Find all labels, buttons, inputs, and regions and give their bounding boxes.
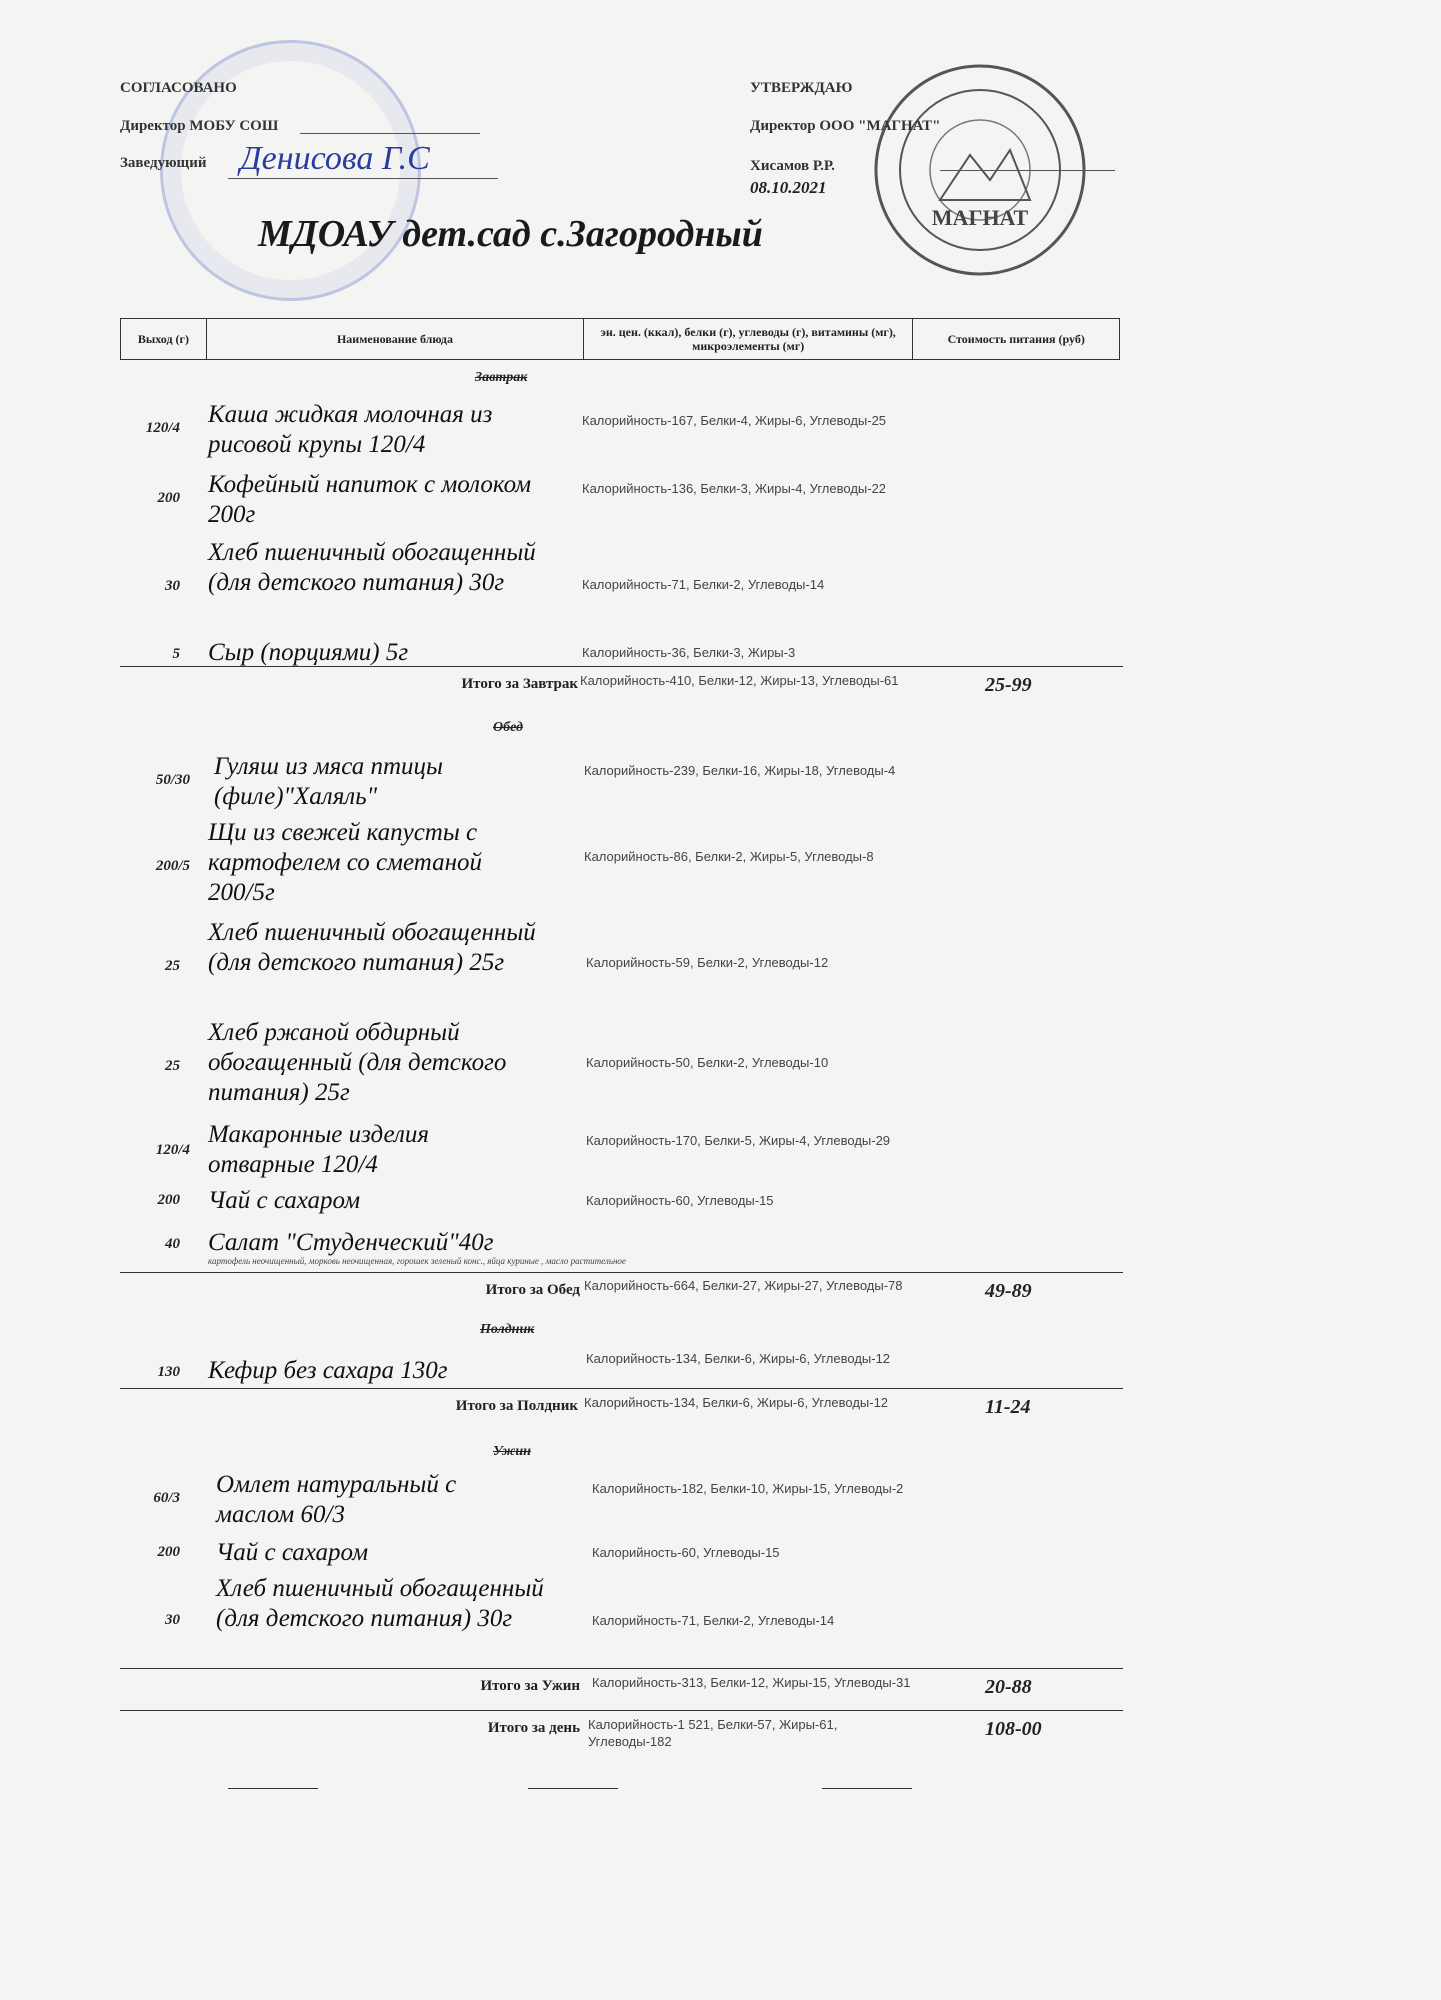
total-label-breakfast: Итого за Завтрак [461, 676, 578, 692]
director-name: Хисамов Р.Р. [750, 158, 835, 174]
page-title: МДОАУ дет.сад с.Загородный [258, 213, 763, 255]
item-name: Чай с сахаром [216, 1539, 369, 1566]
item-nutrition: Калорийность-134, Белки-6, Жиры-6, Углеводы-12 [586, 1351, 891, 1366]
item-name: Макаронные изделия отварные 120/4 [208, 1121, 429, 1178]
item-name: Салат "Студенческий"40г [208, 1229, 494, 1256]
item-qty: 5 [172, 646, 180, 662]
total-cost-dinner: 20-88 [985, 1676, 1032, 1698]
item-qty: 120/4 [145, 420, 180, 436]
head-label: Заведующий [120, 155, 207, 171]
total-label-snack: Итого за Полдник [455, 1398, 578, 1414]
item-qty: 40 [165, 1236, 180, 1252]
total-label-day: Итого за день [487, 1720, 580, 1736]
total-cost-day: 108-00 [985, 1718, 1042, 1740]
director-company-label: Директор ООО "МАГНАТ" [750, 118, 941, 134]
meal-title-dinner: Ужин [493, 1444, 531, 1459]
footer-signature-line [228, 1788, 318, 1789]
item-nutrition: Калорийность-170, Белки-5, Жиры-4, Углеводы-29 [586, 1133, 891, 1148]
item-nutrition: Калорийность-167, Белки-4, Жиры-6, Углеводы-25 [582, 413, 887, 428]
meal-title-lunch: Обед [493, 720, 523, 735]
item-name: Гуляш из мяса птицы (филе)"Халяль" [214, 753, 443, 810]
item-name: Кефир без сахара 130г [208, 1357, 448, 1384]
total-nutrition-snack: Калорийность-134, Белки-6, Жиры-6, Углеводы-12 [584, 1395, 889, 1410]
item-name: Сыр (порциями) 5г [208, 639, 409, 666]
total-nutrition-breakfast: Калорийность-410, Белки-12, Жиры-13, Углеводы-61 [580, 673, 899, 688]
total-cost-snack: 11-24 [985, 1396, 1031, 1418]
agreed-label: СОГЛАСОВАНО [120, 80, 237, 96]
item-qty: 200/5 [155, 858, 190, 874]
item-nutrition: Калорийность-60, Углеводы-15 [592, 1545, 780, 1560]
footer-signature-line [822, 1788, 912, 1789]
row-divider [120, 1388, 1123, 1389]
salad-ingredients: картофель неочищенный, морковь неочищенная, горошек зеленый конс., яйца куриные , масло растительное [208, 1256, 626, 1266]
head-signature: Денисова Г.С [240, 140, 430, 177]
row-divider [120, 1272, 1123, 1273]
item-qty: 30 [165, 578, 180, 594]
signature-line [228, 178, 498, 179]
total-label-lunch: Итого за Обед [485, 1282, 580, 1298]
footer-signature-line [528, 1788, 618, 1789]
item-qty: 200 [157, 1192, 180, 1208]
item-name: Хлеб пшеничный обогащенный (для детского питания) 30г [208, 539, 536, 596]
total-nutrition-lunch: Калорийность-664, Белки-27, Жиры-27, Углеводы-78 [584, 1278, 903, 1293]
item-nutrition: Калорийность-71, Белки-2, Углеводы-14 [582, 577, 825, 592]
meal-title-snack: Полдник [480, 1322, 535, 1337]
item-nutrition: Калорийность-60, Углеводы-15 [586, 1193, 774, 1208]
col-name-header: Наименование блюда [207, 319, 584, 359]
row-divider [120, 666, 1123, 667]
table-header [120, 318, 1120, 360]
item-name: Каша жидкая молочная из рисовой крупы 120/4 [208, 401, 493, 458]
total-nutrition-dinner: Калорийность-313, Белки-12, Жиры-15, Углеводы-31 [592, 1675, 911, 1690]
item-name: Омлет натуральный с маслом 60/3 [216, 1471, 457, 1528]
item-qty: 30 [165, 1612, 180, 1628]
item-name: Хлеб пшеничный обогащенный (для детского питания) 25г [208, 919, 536, 976]
col-qty-header: Выход (г) [121, 319, 207, 359]
item-qty: 120/4 [155, 1142, 190, 1158]
row-divider [120, 1710, 1123, 1711]
meal-title-breakfast: Завтрак [475, 370, 528, 385]
item-name: Кофейный напиток с молоком 200г [208, 471, 532, 528]
item-nutrition: Калорийность-239, Белки-16, Жиры-18, Углеводы-4 [584, 763, 896, 778]
total-cost-breakfast: 25-99 [985, 674, 1032, 696]
item-qty: 50/30 [155, 772, 190, 788]
row-divider [120, 1668, 1123, 1669]
item-qty: 25 [165, 958, 180, 974]
stamp-company-name: МАГНАТ [931, 205, 1029, 230]
item-qty: 60/3 [153, 1490, 180, 1506]
total-nutrition-day: Калорийность-1 521, Белки-57, Жиры-61, Углеводы-182 [588, 1717, 838, 1749]
director-school-label: Директор МОБУ СОШ [120, 118, 279, 134]
approval-date: 08.10.2021 [750, 178, 827, 197]
item-name: Чай с сахаром [208, 1187, 361, 1214]
item-qty: 130 [157, 1364, 180, 1380]
signature-line [300, 133, 480, 134]
item-nutrition: Калорийность-59, Белки-2, Углеводы-12 [586, 955, 829, 970]
item-nutrition: Калорийность-136, Белки-3, Жиры-4, Углеводы-22 [582, 481, 887, 496]
item-name: Хлеб ржаной обдирный обогащенный (для детского питания) 25г [208, 1019, 507, 1106]
col-nutr-header: эн. цен. (ккал), белки (г), углеводы (г), витамины (мг), микроэлементы (мг) [584, 319, 913, 359]
item-nutrition: Калорийность-50, Белки-2, Углеводы-10 [586, 1055, 829, 1070]
approved-label: УТВЕРЖДАЮ [750, 80, 853, 96]
item-name: Щи из свежей капусты с картофелем со сметаной 200/5г [208, 819, 483, 906]
item-nutrition: Калорийность-86, Белки-2, Жиры-5, Углеводы-8 [584, 849, 874, 864]
item-nutrition: Калорийность-71, Белки-2, Углеводы-14 [592, 1613, 835, 1628]
item-qty: 200 [157, 1544, 180, 1560]
item-nutrition: Калорийность-182, Белки-10, Жиры-15, Углеводы-2 [592, 1481, 904, 1496]
col-cost-header: Стоимость питания (руб) [947, 332, 1085, 346]
signature-line [940, 170, 1115, 171]
item-qty: 200 [157, 490, 180, 506]
total-label-dinner: Итого за Ужин [480, 1678, 580, 1694]
item-qty: 25 [165, 1058, 180, 1074]
item-name: Хлеб пшеничный обогащенный (для детского питания) 30г [216, 1575, 544, 1632]
total-cost-lunch: 49-89 [985, 1280, 1032, 1302]
item-nutrition: Калорийность-36, Белки-3, Жиры-3 [582, 645, 796, 660]
